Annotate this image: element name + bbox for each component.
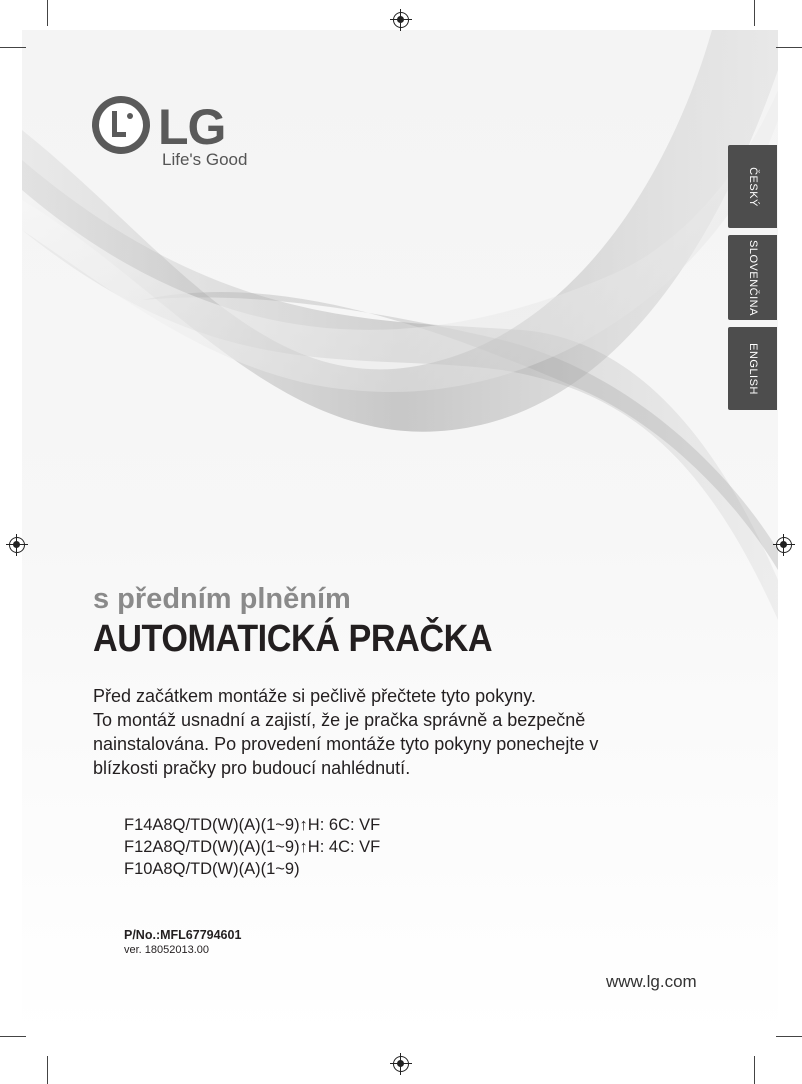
crop-mark — [0, 1036, 26, 1037]
brand-slogan: Life's Good — [162, 150, 248, 169]
crop-mark — [47, 0, 48, 26]
crop-mark — [754, 0, 755, 26]
intro-line: blízkosti pračky pro budoucí nahlédnutí. — [93, 758, 411, 778]
decorative-swoosh — [22, 30, 778, 1040]
crop-mark — [0, 47, 26, 48]
registration-mark-icon — [9, 537, 25, 553]
crop-mark — [754, 1056, 755, 1084]
model-list — [124, 814, 380, 880]
model-number: F14A8Q/TD(W)(A)(1~9)↑H: 6C: VF — [124, 816, 381, 834]
subtitle: s předním plněním — [93, 583, 351, 615]
tab-label: SLOVENČINA — [746, 239, 759, 316]
registration-mark-icon — [393, 12, 409, 28]
tab-slovak — [728, 235, 777, 320]
page-title: AUTOMATICKÁ PRAČKA — [93, 618, 493, 660]
model-number: F12A8Q/TD(W)(A)(1~9)↑H: 4C: VF — [124, 838, 381, 856]
tab-czech — [728, 145, 777, 228]
website-link[interactable]: www.lg.com — [606, 972, 697, 991]
intro-line: To montáž usnadní a zajistí, že je pračka správně a bezpečně — [93, 710, 586, 730]
part-number: P/No.:MFL67794601 — [124, 928, 242, 942]
version: ver. 18052013.00 — [124, 944, 210, 956]
tab-english — [728, 327, 777, 410]
brand-name: LG — [158, 99, 226, 155]
crop-mark — [776, 47, 802, 48]
tab-label: ENGLISH — [746, 342, 759, 395]
tab-label: ČESKÝ — [746, 166, 759, 207]
registration-mark-icon — [776, 537, 792, 553]
lg-face-icon — [92, 96, 150, 154]
registration-mark-icon — [393, 1056, 409, 1072]
model-number: F10A8Q/TD(W)(A)(1~9) — [124, 860, 300, 878]
intro-text — [93, 684, 653, 780]
intro-line: Před začátkem montáže si pečlivě přečtete tyto pokyny. — [93, 686, 536, 706]
intro-line: nainstalována. Po provedení montáže tyto pokyny ponechejte v — [93, 734, 599, 754]
crop-mark — [47, 1056, 48, 1084]
crop-mark — [776, 1036, 802, 1037]
